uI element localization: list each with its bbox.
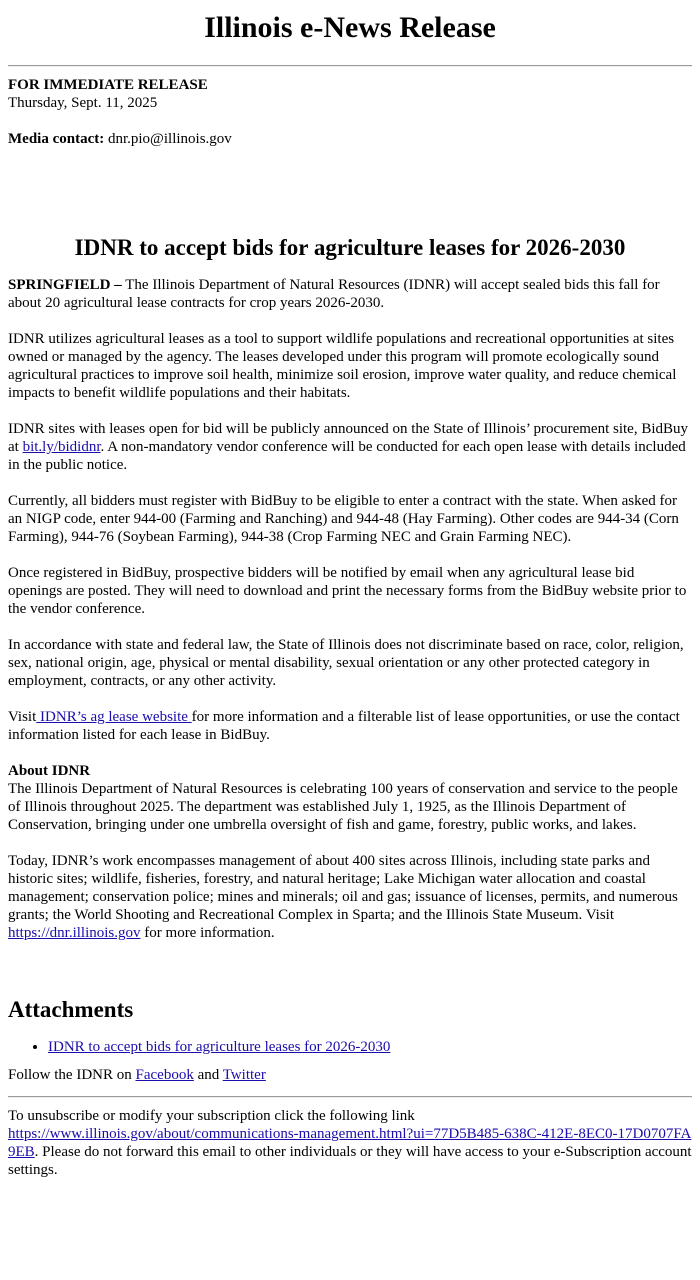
spacer xyxy=(8,960,692,996)
media-contact-email: dnr.pio@illinois.gov xyxy=(107,131,232,147)
paragraph-3 xyxy=(8,420,692,474)
dateline: SPRINGFIELD – xyxy=(8,277,122,293)
bidbuy-link[interactable]: bit.ly/bididnr xyxy=(22,439,101,455)
bottom-divider xyxy=(8,1096,692,1098)
paragraph-7 xyxy=(8,708,692,744)
paragraph-1-text: The Illinois Department of Natural Resources (IDNR) will accept sealed bids this fall for about 20 agricultural lease contracts for crop years 2026-2030. xyxy=(8,277,660,311)
about-heading: About IDNR xyxy=(8,763,91,779)
release-meta xyxy=(8,76,692,148)
about-section xyxy=(8,762,692,834)
paragraph-7-text-b: for more information and a filterable list of lease opportunities, or use the contact information listed for each lease in BidBuy. xyxy=(8,709,680,743)
release-date: Thursday, Sept. 11, 2025 xyxy=(8,95,158,111)
unsubscribe-link[interactable]: https://www.illinois.gov/about/communications-management.html?ui=77D5B485-638C-412E-8EC0-17D0707FA9EB xyxy=(8,1126,692,1160)
follow-and: and xyxy=(193,1067,223,1083)
list-item xyxy=(48,1038,692,1056)
follow-line xyxy=(8,1066,692,1084)
about-paragraph-1: The Illinois Department of Natural Resources is celebrating 100 years of conservation and service to the people of Illinois throughout 2025. The department was established July 1, 1925, as the Illinois Department of Conservation, bringing under one umbrella oversight of fish and game, forestry, public works, and lakes. xyxy=(8,781,678,833)
paragraph-3-text-a: IDNR sites with leases open for bid will be publicly announced on the State of Illinois’ procurement site, BidBuy at xyxy=(8,421,689,455)
about-paragraph-2-text-b: for more information. xyxy=(140,925,275,941)
facebook-link[interactable]: Facebook xyxy=(135,1067,194,1083)
about-paragraph-2 xyxy=(8,852,692,942)
footer xyxy=(8,1107,692,1179)
follow-text: Follow the IDNR on xyxy=(8,1067,136,1083)
paragraph-7-text-a: Visit xyxy=(8,709,37,725)
paragraph-1 xyxy=(8,276,692,312)
paragraph-4: Currently, all bidders must register with BidBuy to be eligible to enter a contract with the state. When asked for an NIGP code, enter 944-00 (Farming and Ranching) and 944-48 (Hay Farming). Other codes are 944-34 (Corn Farming), 944-76 (Soybean Farming), 944-38 (Crop Farming NEC and Grain Farming NEC). xyxy=(8,493,679,545)
about-paragraph-2-text-a: Today, IDNR’s work encompasses management of about 400 sites across Illinois, including state parks and historic sites; wildlife, fisheries, forestry, and natural heritage; Lake Michigan water allocation and coastal management; conservation police; mines and minerals; oil and gas; issuance of licenses, permits, and numerous grants; the World Shooting and Recreational Complex in Sparta; and the Illinois State Museum. Visit xyxy=(8,853,678,923)
footer-notice: . Please do not forward this email to other individuals or they will have access to your e-Subscription account settings. xyxy=(8,1144,692,1178)
twitter-link[interactable]: Twitter xyxy=(222,1067,266,1083)
banner-title: Illinois e-News Release xyxy=(204,11,496,44)
attachments-list xyxy=(8,1038,692,1056)
headline: IDNR to accept bids for agriculture leases for 2026-2030 xyxy=(74,235,626,260)
attachment-link[interactable]: IDNR to accept bids for agriculture leases for 2026-2030 xyxy=(48,1039,391,1055)
spacer xyxy=(8,148,692,234)
paragraph-3-text-b: . A non-mandatory vendor conference will be conducted for each open lease with details included in the public notice. xyxy=(8,439,686,473)
attachments-heading: Attachments xyxy=(8,997,134,1022)
media-contact-label: Media contact: xyxy=(8,131,105,147)
paragraph-5: Once registered in BidBuy, prospective bidders will be notified by email when any agricultural lease bid openings are posted. They will need to download and print the necessary forms from the BidBuy website prior to the vendor conference. xyxy=(8,565,687,617)
top-divider xyxy=(8,65,692,67)
unsubscribe-text: To unsubscribe or modify your subscription click the following link xyxy=(8,1108,415,1124)
paragraph-6: In accordance with state and federal law, the State of Illinois does not discriminate based on race, color, religion, sex, national origin, age, physical or mental disability, sexual orientation or any other protected category in employment, contracts, or any other activity. xyxy=(8,637,684,689)
paragraph-2: IDNR utilizes agricultural leases as a tool to support wildlife populations and recreational opportunities at sites owned or managed by the agency. The leases developed under this program will promote ecologically sound agricultural practices to improve soil health, minimize soil erosion, improve water quality, and reduce chemical impacts to benefit wildlife populations and their habitats. xyxy=(8,331,677,401)
ag-lease-website-link[interactable]: IDNR’s ag lease website xyxy=(36,709,192,725)
release-label: FOR IMMEDIATE RELEASE xyxy=(8,77,208,93)
dnr-website-link[interactable]: https://dnr.illinois.gov xyxy=(8,925,141,941)
